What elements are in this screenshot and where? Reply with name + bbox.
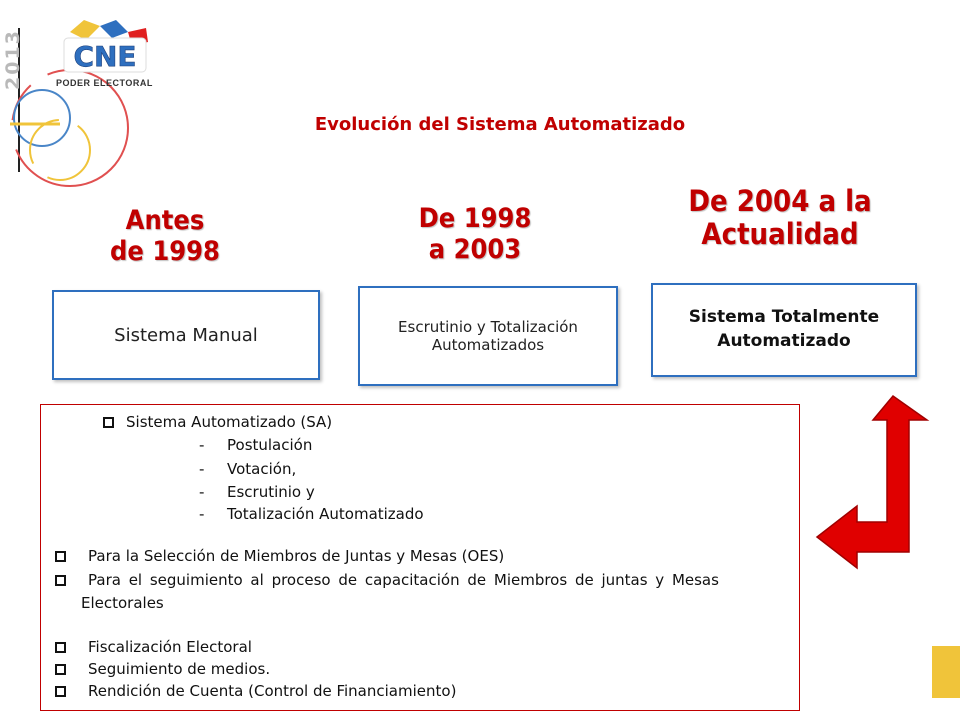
logo-subtitle: PODER ELECTORAL	[56, 78, 153, 88]
era-heading-before-1998	[85, 205, 245, 267]
list-item-continuation: Electorales	[81, 594, 164, 612]
box-3-line2: Automatizado	[717, 331, 851, 351]
checkbox-bullet-icon	[55, 551, 66, 562]
box-sistema-manual	[52, 290, 320, 380]
list-item: Para la Selección de Miembros de Juntas y Mesas (OES)	[55, 547, 504, 565]
era-1-line2: de 1998	[110, 236, 220, 268]
page-title: Evolución del Sistema Automatizado	[314, 114, 686, 135]
box-escrutinio-totalizacion	[358, 286, 618, 386]
era-heading-2004-present	[670, 185, 890, 252]
era-3-line1: De 2004 a la	[688, 184, 872, 218]
logo-brand: CNE	[73, 40, 137, 73]
era-heading-1998-2003	[385, 203, 565, 265]
corner-accent	[932, 646, 960, 698]
box-sistema-totalmente-automatizado	[651, 283, 917, 377]
era-3-line2: Actualidad	[701, 217, 859, 252]
logo-year: 2013	[2, 29, 24, 90]
checkbox-bullet-icon	[55, 686, 66, 697]
list-item: Para el seguimiento al proceso de capacitación de Miembros de juntas y Mesas	[55, 571, 787, 589]
era-2-line2: a 2003	[428, 234, 522, 266]
checkbox-bullet-icon	[103, 417, 114, 428]
checkbox-bullet-icon	[55, 575, 66, 586]
box-1-label: Sistema Manual	[114, 324, 258, 346]
box-2-line1: Escrutinio y Totalización	[398, 318, 578, 336]
box-3-line1: Sistema Totalmente	[688, 307, 880, 328]
list-item: - Escrutinio y	[199, 483, 315, 501]
list-item: - Votación,	[199, 460, 297, 478]
list-item: Fiscalización Electoral	[55, 638, 252, 656]
detail-panel	[40, 404, 800, 711]
list-item: Rendición de Cuenta (Control de Financiamiento)	[55, 682, 456, 700]
box-2-line2: Automatizados	[431, 336, 545, 354]
checkbox-bullet-icon	[55, 664, 66, 675]
list-item: - Postulación	[199, 436, 313, 454]
bent-arrow-icon	[815, 392, 940, 572]
era-2-line1: De 1998	[418, 203, 532, 234]
checkbox-bullet-icon	[55, 642, 66, 653]
list-item: Sistema Automatizado (SA)	[103, 413, 332, 431]
list-item: - Totalización Automatizado	[199, 505, 424, 523]
era-1-line1: Antes	[125, 205, 205, 236]
list-item: Seguimiento de medios.	[55, 660, 270, 678]
